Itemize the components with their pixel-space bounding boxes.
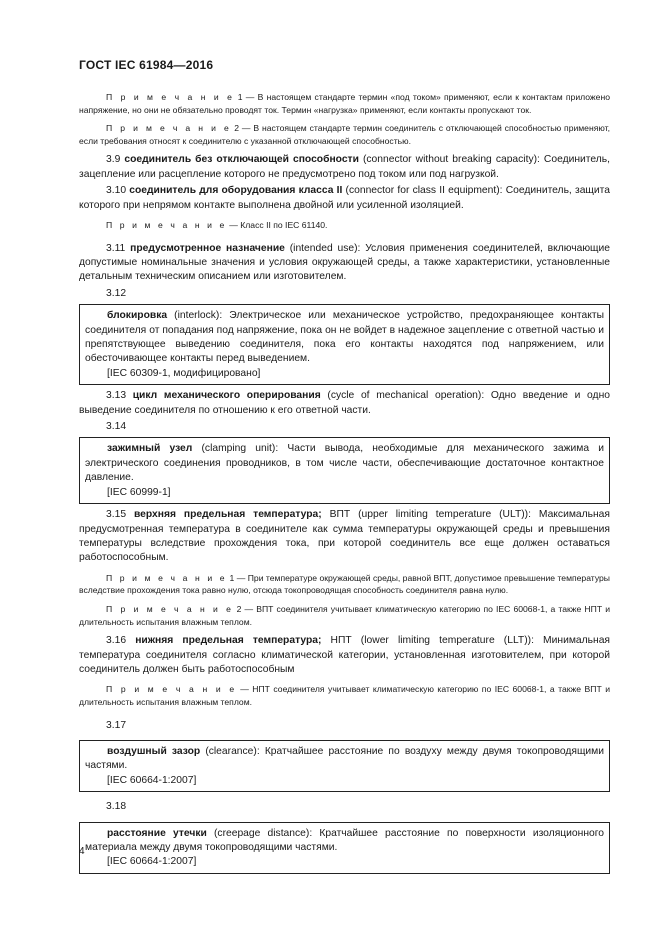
section-number: 3.13 <box>106 390 127 402</box>
note-text: — НПТ соединителя учитывает климатическую категорию по IEC 60068-1, а также ВПТ и длительность испытания влажным теплом. <box>79 684 610 707</box>
note-3-15-1 <box>79 572 610 597</box>
source-reference: [IEC 60664-1:2007] <box>107 856 197 868</box>
term: нижняя предельная температура; <box>135 635 322 647</box>
note-label: П р и м е ч а н и е <box>106 603 234 614</box>
definition-box-3-14 <box>79 437 610 504</box>
term: предусмотренное назначение <box>130 242 285 254</box>
definition: (clamping unit): Части вывода, необходимые для механического зажима и электрического соединения проводников, в том числе части, обеспечивающие достаточное контактное давление. <box>85 443 604 484</box>
section-number: 3.9 <box>106 154 121 166</box>
section-number-3-18: 3.18 <box>106 801 127 813</box>
section-number-3-17: 3.17 <box>106 719 127 731</box>
section-3-15 <box>79 508 610 566</box>
note-text: 1 — При температуре окружающей среды, равной ВПТ, допустимое превышение температуры вследствие прохождения тока равно нулю, отсюда токопроводящая способность соединителя равна нулю. <box>79 572 610 596</box>
section-number: 3.16 <box>106 635 127 647</box>
note-1 <box>79 91 610 116</box>
note-label: П р и м е ч а н и е <box>106 92 235 102</box>
definition-box-3-12 <box>79 304 610 385</box>
source-reference: [IEC 60664-1:2007] <box>107 774 197 786</box>
source-reference: [IEC 60999-1] <box>107 486 171 498</box>
term: воздушный зазор <box>107 745 201 757</box>
document-header: ГОСТ IEC 61984—2016 <box>79 58 214 72</box>
definition-box-3-17 <box>79 740 610 792</box>
note-3-10 <box>79 219 610 232</box>
definition: ВПТ (upper limiting temperature (ULT)): Максимальная предусмотренная температура в соединителе как сумма температуры окружающей среды и превышения температуры вследствие прохождения тока, при которой соединитель все еще должен оставаться работоспособным. <box>79 509 610 564</box>
note-label: П р и м е ч а н и е <box>106 572 228 583</box>
section-3-12 <box>85 309 604 367</box>
definition-box-3-18 <box>79 822 610 874</box>
section-3-9 <box>79 153 610 182</box>
note-text: 1 — В настоящем стандарте термин «под током» применяют, если к контактам приложено напряжение, но они не обязательно проводят ток. Термин «нагрузка» применяют, если контакты пропускают ток. <box>79 92 610 115</box>
term: расстояние утечки <box>107 827 207 839</box>
definition: (cycle of mechanical operation): Одно введение и одно выведение соединителя по отношению к его ответной части. <box>79 390 610 416</box>
page-number: 4 <box>79 846 85 857</box>
note-text: 2 — ВПТ соединителя учитывает климатическую категорию по IEC 60068-1, а также НПТ и длительность испытания влажным теплом. <box>79 603 610 627</box>
section-number-3-14: 3.14 <box>106 421 127 433</box>
term: зажимный узел <box>107 443 193 455</box>
section-3-10 <box>79 184 610 213</box>
note-text: 2 — В настоящем стандарте термин соединитель с отключающей способностью применяют, если требования относят к соединителю с указанной отключающей способностью. <box>79 123 610 146</box>
note-2 <box>79 122 610 147</box>
definition: (connector for class II equipment): Соединитель, защита которого при непрямом контакте выполнена двойной или усиленной изоляцией. <box>79 185 610 211</box>
section-3-14 <box>85 442 604 485</box>
term: блокировка <box>107 310 168 322</box>
section-3-11 <box>79 242 610 285</box>
note-label: П р и м е ч а н и е <box>106 123 232 134</box>
section-3-17 <box>85 745 604 774</box>
section-number-3-12: 3.12 <box>106 287 127 299</box>
note-3-15-2 <box>79 603 610 628</box>
term: верхняя предельная температура; <box>133 509 322 521</box>
definition: НПТ (lower limiting temperature (LLT)): Минимальная температура соединителя согласно климатической категории, установленная изготовителем, при которой соединитель должен быть работоспособным <box>79 635 610 675</box>
note-text: — Класс II по IEC 61140. <box>226 220 328 230</box>
definition: (interlock): Электрическое или механическое устройство, предохраняющее контакты соединителя от попадания под напряжение, пока он не войдет в надежное зацепление с ответной частью и препятствующее выведению соединителя, пока его контакты находятся под напряжением, или обесточивающее контакты перед выведением. <box>85 310 604 365</box>
note-label: П р и м е ч а н и е <box>106 684 237 695</box>
section-number: 3.10 <box>106 185 127 197</box>
note-label: П р и м е ч а н и е <box>106 220 227 230</box>
document-body <box>79 91 610 878</box>
definition: (clearance): Кратчайшее расстояние по воздуху между двумя токопроводящими частями. <box>85 745 604 772</box>
section-3-16 <box>79 634 610 677</box>
note-3-16 <box>79 683 610 708</box>
section-3-18 <box>85 827 604 856</box>
section-number: 3.11 <box>106 242 126 254</box>
section-number: 3.15 <box>106 509 127 521</box>
section-3-13 <box>79 389 610 418</box>
term: соединитель для оборудования класса II <box>129 185 343 197</box>
definition: (intended use): Условия применения соединителей, включающие допустимые номинальные значения и условия окружающей среды, а также характеристики, установленные детальным техническим описанием или изготовителем. <box>79 242 610 283</box>
definition: (connector without breaking capacity): Соединитель, зацепление или расцепление которого не предусмотрено под током или под нагрузкой. <box>79 154 610 180</box>
term: цикл механического оперирования <box>132 390 321 402</box>
definition: (creepage distance): Кратчайшее расстояние по поверхности изоляционного материала между двумя токопроводящими частями. <box>85 827 604 853</box>
term: соединитель без отключающей способности <box>124 154 359 166</box>
source-reference: [IEC 60309-1, модифицировано] <box>107 367 261 379</box>
